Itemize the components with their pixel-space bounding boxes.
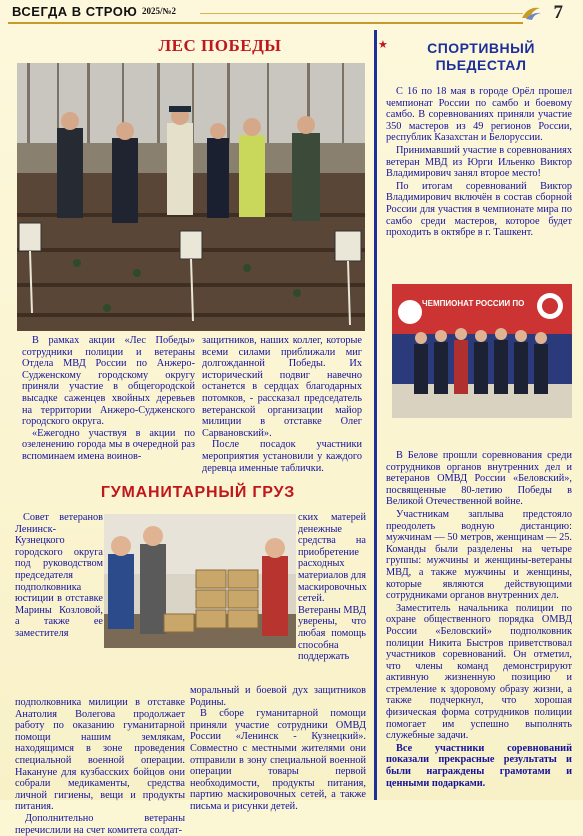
sport-part-1: [386, 86, 572, 240]
paragraph: По итогам соревнований Виктор Владимирович включён в состав сборной России для участия в чемпионате мира по самбо среди мастеров, которое будет проходить в октябре в г. Ташкент.: [386, 180, 572, 239]
paragraph: В сборе гуманитарной помощи приняли участие сотрудники ОМВД России «Ленинск - Кузнецкий». Совместно с местными жителями они отправили в зону специальной военной операции товары первой необходимости, продукты питания, партию маскировочных сетей, а также письма и рисунки детей.: [190, 708, 366, 812]
paragraph: «Ежегодно участвуя в акции по озеленению города мы в очередной раз вспоминаем имена воинов-: [22, 427, 195, 462]
paragraph: Совет ветеранов Ленинск-Кузнецкого городского округа под руководством председателя подполковника юстиции в отставке Марины Козловой, а также ее заместителя: [15, 512, 103, 639]
page-header: [0, 0, 583, 26]
page-number: 7: [553, 2, 563, 23]
paragraph: подполковника милиции в отставке Анатолия Волегова продолжает работу по оказанию гуманитарной помощи нашим землякам, находящимся в зоне проведения специальной военной операции. Накануне для кузбасских бойцов они собрали медикаменты, средства личной гигиены, вещи и продукты питания.: [15, 697, 185, 813]
issue-number: 2025/№2: [142, 6, 177, 16]
paragraph: После посадок участники мероприятия установили у каждого деревца именные таблички.: [202, 439, 362, 474]
paragraph: Участникам заплыва предстояло преодолеть водную дистанцию: мужчинам — 50 метров, женщинам — 25. Команды были разделены на четыре группы: мужчины и женщины-ветераны МВД, а также мужчины и женщины, которые являются действующими сотрудниками органов внутренних дел.: [386, 508, 572, 602]
paragraph: моральный и боевой дух защитников Родины.: [190, 685, 366, 708]
humanitarian-aid-photo: [104, 514, 296, 648]
les-pobedy-column-2: [202, 335, 362, 474]
gum-column-2-continued: [190, 685, 366, 813]
header-divider-thin: [200, 13, 523, 14]
banner-text: ЧЕМПИОНАТ РОССИИ ПО: [422, 299, 525, 308]
header-divider: [8, 22, 523, 24]
bird-emblem-icon: [520, 4, 542, 22]
les-pobedy-column-1: [22, 335, 195, 463]
newspaper-title: ВСЕГДА В СТРОЮ: [12, 4, 138, 19]
sport-part-2: [386, 450, 572, 790]
article-title-les-pobedy: ЛЕС ПОБЕДЫ: [158, 36, 282, 55]
paragraph: Принимавший участие в соревнованиях ветеран МВД из Юрги Ильенко Виктор Владимирович занял второе место!: [386, 144, 572, 180]
title-line: ПЬЕДЕСТАЛ: [435, 57, 527, 73]
paragraph: Дополнительно ветераны перечислили на счет комитета солдат-: [15, 812, 185, 836]
gum-column-2: [298, 512, 366, 663]
gum-column-1-continued: [15, 697, 185, 836]
gum-column-1: [15, 512, 103, 640]
paragraph: В рамках акции «Лес Победы» сотрудники полиции и ветераны Отдела МВД России по Анжеро-Судженскому городскому округу приняли участие в общегородской высадке саженцев хвойных деревьев на территории Анжеро-Судженского городского округа.: [22, 335, 195, 428]
tree-planting-photo: [17, 63, 365, 331]
title-line: СПОРТИВНЫЙ: [427, 40, 535, 56]
paragraph: защитников, наших коллег, которые всеми силами приближали миг долгожданной Победы. Их исторический подвиг навечно останется в сердцах благодарных потомков, - рассказал председатель ветеранской организации майор милиции в отставке Олег Сарвановский».: [202, 335, 362, 439]
sambo-championship-photo: [392, 284, 572, 418]
star-icon: ★: [378, 39, 388, 51]
paragraph: Заместитель начальника полиции по охране общественного порядка ОМВД России «Беловский» подполковник полиции Никита Быстров приветствовал участников соревнований. Он отметил, что члены команд демонстрируют активную жизненную позицию и стремление к здоровому образу жизни, а также подчеркнул, что хорошая физическая форма сотрудников полиции помогает им успешно выполнять служебные задачи.: [386, 602, 572, 742]
paragraph: С 16 по 18 мая в городе Орёл прошел чемпионат России по самбо и боевому самбо. В соревнованиях приняли участие 350 мастеров из 49 регионов России, республик Казахстан и Белоруссии.: [386, 86, 572, 144]
article-title-gumanitarny-gruz: ГУМАНИТАРНЫЙ ГРУЗ: [100, 484, 296, 501]
article-title-sport: [386, 40, 576, 74]
paragraph-final: Все участники соревнований показали прекрасные результаты и были награждены грамотами и ценными подарками.: [386, 742, 572, 789]
paragraph: ских матерей денежные средства на приобретение расходных материалов для маскировочных сетей. Ветераны МВД уверены, что любая помощь способна поддержать: [298, 512, 367, 663]
paragraph: В Белове прошли соревнования среди сотрудников органов внутренних дел и ветеранов ОМВД России «Беловский», посвященные 80-летию Победы в Великой Отечественной войне.: [386, 450, 572, 508]
column-divider: [374, 30, 377, 800]
